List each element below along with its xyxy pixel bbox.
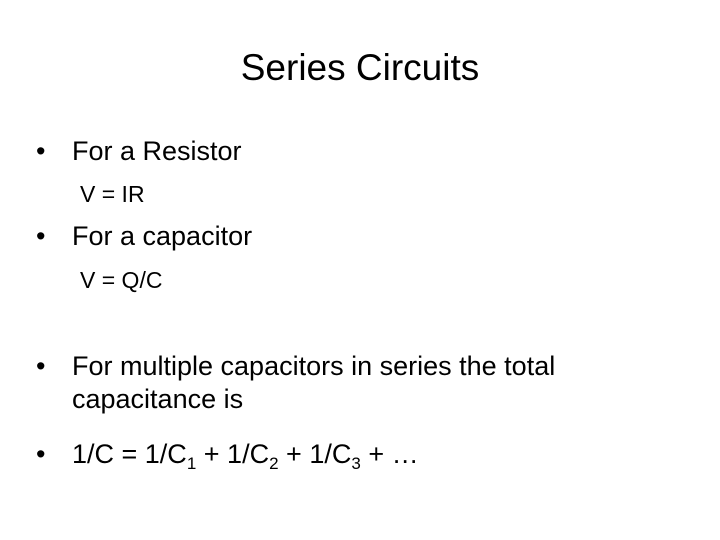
series-capacitance-formula xyxy=(72,438,419,471)
formula-subscript: 2 xyxy=(269,454,279,473)
bullet-resistor xyxy=(36,135,242,168)
bullet-marker: • xyxy=(36,221,46,251)
bullet-multiple-capacitors xyxy=(36,350,632,416)
bullet-series-formula xyxy=(36,438,419,471)
bullet-text: For multiple capacitors in series the total capacitance is xyxy=(72,351,556,414)
bullet-capacitor xyxy=(36,220,252,253)
bullet-marker: • xyxy=(36,351,46,381)
formula-subscript: 1 xyxy=(186,454,197,473)
formula-part: + 1/C xyxy=(278,439,352,469)
bullet-text: For a Resistor xyxy=(72,136,242,166)
formula-part: 1/C = 1/C xyxy=(72,439,187,469)
formula-part: + 1/C xyxy=(196,439,270,469)
bullet-text: For a capacitor xyxy=(72,221,253,251)
sub-item-resistor-formula: V = IR xyxy=(80,181,145,207)
sub-item-capacitor-formula: V = Q/C xyxy=(80,267,163,293)
bullet-marker: • xyxy=(36,136,46,166)
formula-subscript: 3 xyxy=(351,454,361,473)
formula-part: + … xyxy=(360,439,419,469)
bullet-marker: • xyxy=(36,439,46,469)
slide-title: Series Circuits xyxy=(240,47,480,88)
